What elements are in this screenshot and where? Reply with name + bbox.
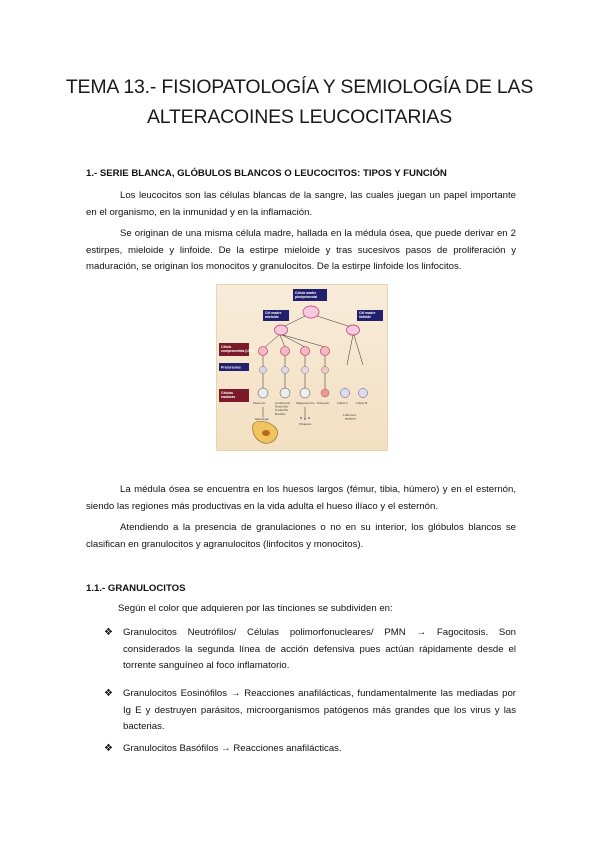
t-cell [341, 389, 350, 398]
bullet-basofilos: Granulocitos Basófilos → Reacciones anafilácticas. [123, 743, 342, 754]
precursor-2 [282, 367, 289, 374]
erythrocyte-label: Eritrocito [317, 401, 330, 405]
list-item [104, 686, 516, 736]
lymphoid-cell [347, 325, 360, 335]
b-cell-label: Célula B [356, 401, 368, 405]
paragraph-medula: La médula ósea se encuentra en los huesos largos (fémur, tibia, húmero) y en el esternón, siendo las regiones más productivas en la vida adulta el hueso ilíaco y el esternón. [86, 484, 516, 512]
title-line-2: ALTERACOINES LEUCOCITARIAS [146, 106, 453, 128]
label-cfu: Célula comprometida (UFC) [221, 345, 255, 353]
precursor-3 [302, 367, 309, 374]
mature-lines [263, 374, 325, 389]
b-cell [359, 389, 368, 398]
macrophage-label: Macrófago [255, 417, 269, 421]
paragraph-leucocitos: Los leucocitos son las células blancas de la sangre, las cuales juegan un papel importante en el organismo, en la inmunidad y en la inflamación. [86, 190, 516, 218]
label-myeloid: Cél madre mieloide [265, 311, 282, 319]
t-cell-label: Célula T [337, 401, 349, 405]
cfu-cell-2 [281, 347, 290, 356]
cfu-cell-4 [321, 347, 330, 356]
cfu-cell-1 [259, 347, 268, 356]
diamond-bullet-icon: ❖ [104, 688, 113, 699]
label-stem-2: pluripotencial [295, 295, 318, 299]
precursor-lines [263, 356, 325, 367]
granulocyte-label: Granulocito Neutrófilo Eosinófilo Basófilo [275, 401, 291, 416]
hematopoiesis-svg [217, 285, 387, 450]
erythrocyte-cell [321, 389, 329, 397]
cfu-cell-3 [301, 347, 310, 356]
platelet-dot-3 [308, 417, 310, 419]
mature-lymph-label: Linfocitos maduros [343, 413, 357, 421]
bullet-neutrofilos: Granulocitos Neutrófilos/ Células polimorfonucleares/ PMN → Fagocitosis. Son considerados la segunda línea de acción defensiva pues actúan rápidamente desde el torrente sanguíneo al foco inflamatorio. [123, 627, 516, 671]
label-lymphoid: Cél madre linfoide [359, 311, 376, 319]
stem-cell [303, 306, 319, 318]
section-heading-granulocitos: 1.1.- GRANULOCITOS [86, 583, 186, 594]
section-heading-1: 1.- SERIE BLANCA, GLÓBULOS BLANCOS O LEUCOCITOS: TIPOS Y FUNCIÓN [86, 168, 447, 179]
platelet-dot-1 [300, 417, 302, 419]
hematopoiesis-diagram [216, 284, 388, 451]
granulocitos-intro: Según el color que adquieren por las tinciones se subdividen en: [118, 603, 393, 614]
precursor-4 [322, 367, 329, 374]
bullet-eosinofilos: Granulocitos Eosinófilos → Reacciones anafilácticas, fundamentalmente las mediadas por Ig E y destruyen parásitos, microorganismos patógenos más grandes que los virus y las bacterias. [123, 688, 516, 732]
label-precursors: Precursores [221, 365, 241, 370]
diamond-bullet-icon: ❖ [104, 743, 113, 754]
platelet-dot-2 [304, 418, 306, 420]
cfu-lines [265, 335, 363, 365]
granulocyte-cell [280, 388, 290, 398]
precursor-1 [260, 367, 267, 374]
paragraph-origen: Se originan de una misma célula madre, hallada en la médula ósea, que puede derivar en 2 estirpes, mieloide y linfoide. De la estirpe mieloide y tras sucesivos pasos de proliferación y maduración, se originan los monocitos y granulocitos. De la estirpe linfoide los linfocitos. [86, 228, 516, 272]
document-title [60, 72, 539, 132]
label-stem: Célula madre pluripotencial [295, 291, 318, 299]
megakaryocyte-cell [300, 388, 310, 398]
monocyte-cell [258, 388, 268, 398]
branch-lines [283, 316, 351, 327]
paragraph-clasificacion: Atendiendo a la presencia de granulaciones o no en su interior, los glóbulos blancos se clasifican en granulocitos y agranulocitos (linfocitos y monocitos). [86, 522, 516, 550]
myeloid-cell [275, 325, 288, 335]
list-item [104, 741, 516, 758]
list-item [104, 625, 516, 675]
platelets-label: Plaquetas [299, 422, 312, 426]
monocyte-label: Monocito [253, 401, 266, 405]
title-line-1: TEMA 13.- FISIOPATOLOGÍA Y SEMIOLOGÍA DE LAS [65, 76, 534, 98]
megakaryocyte-label: Megacariocito [296, 401, 315, 405]
macrophage-nucleus [262, 430, 270, 436]
diamond-bullet-icon: ❖ [104, 627, 113, 638]
label-mature: Células maduras [221, 391, 236, 399]
